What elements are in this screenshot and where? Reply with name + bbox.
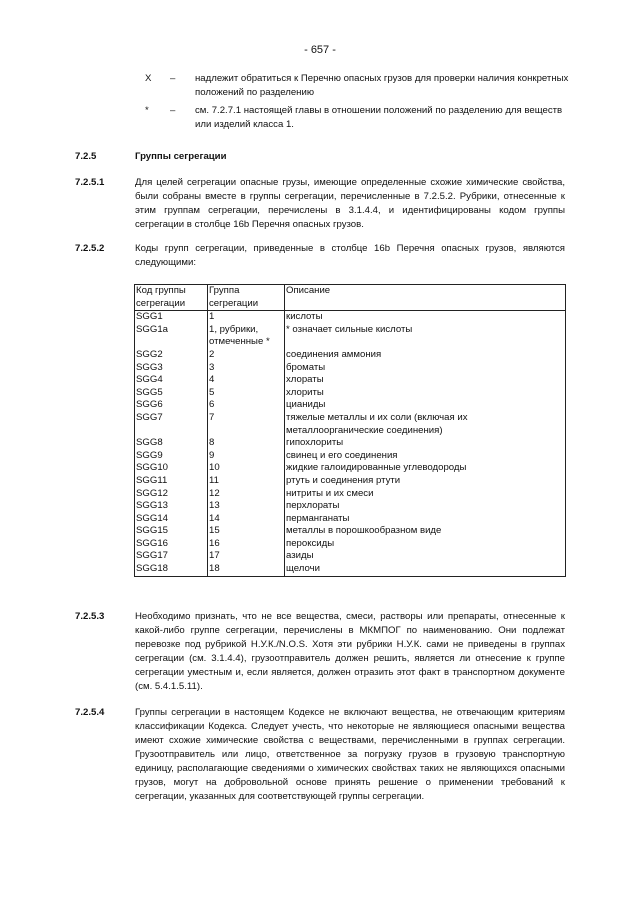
section-number: 7.2.5.3 (75, 611, 105, 622)
group-cell: 2 (208, 349, 285, 362)
page-number: - 657 - (304, 44, 336, 56)
table-row (135, 349, 566, 362)
description-cell: соединения аммония (285, 349, 566, 362)
table-row (135, 450, 566, 463)
header-group: Группа сегрегации (208, 285, 285, 311)
table-row (135, 324, 566, 349)
description-cell: жидкие галоидированные углеводороды (285, 462, 566, 475)
table-row (135, 437, 566, 450)
code-cell: SGG11 (135, 475, 208, 488)
table-row (135, 412, 566, 437)
table-row (135, 399, 566, 412)
code-cell: SGG15 (135, 525, 208, 538)
table-row (135, 488, 566, 501)
description-cell: металлы в порошкообразном виде (285, 525, 566, 538)
group-cell: 10 (208, 462, 285, 475)
description-cell: щелочи (285, 563, 566, 576)
description-cell: азиды (285, 550, 566, 563)
group-cell: 6 (208, 399, 285, 412)
code-cell: SGG14 (135, 513, 208, 526)
code-cell: SGG16 (135, 538, 208, 551)
group-cell: 15 (208, 525, 285, 538)
group-cell: 14 (208, 513, 285, 526)
table-row (135, 362, 566, 375)
group-cell: 11 (208, 475, 285, 488)
section-number: 7.2.5.2 (75, 243, 105, 254)
segregation-groups-table (134, 284, 566, 577)
code-cell: SGG8 (135, 437, 208, 450)
table-header-row (135, 285, 566, 311)
code-cell: SGG7 (135, 412, 208, 437)
group-cell: 9 (208, 450, 285, 463)
section-7-2-5-3 (75, 610, 565, 694)
description-cell: ртуть и соединения ртути (285, 475, 566, 488)
code-cell: SGG5 (135, 387, 208, 400)
description-cell: перхлораты (285, 500, 566, 513)
section-number: 7.2.5 (75, 151, 97, 162)
table-row (135, 550, 566, 563)
group-cell: 12 (208, 488, 285, 501)
header-description: Описание (285, 285, 566, 311)
section-body: Для целей сегрегации опасные грузы, имеющие определенные схожие химические свойства, были собраны вместе в группы сегрегации, перечисленные в 7.2.5.2. Рубрики, отнесенные к этим группам сегрегации, перечислены в 3.1.4.4, и идентифицированы кодом группы сегрегации в столбце 16b Перечня опасных грузов. (135, 177, 565, 230)
group-cell: 5 (208, 387, 285, 400)
description-cell: хлораты (285, 374, 566, 387)
group-cell: 1 (208, 311, 285, 324)
section-7-2-5-4 (75, 706, 565, 804)
description-cell: тяжелые металлы и их соли (включая их металлоорганические соединения) (285, 412, 566, 437)
table-row (135, 475, 566, 488)
code-cell: SGG10 (135, 462, 208, 475)
definition-symbol: X (145, 73, 152, 84)
definition-text: см. 7.2.7.1 настоящей главы в отношении положений по разделению для веществ или изделий класса 1. (195, 105, 563, 130)
table-row (135, 500, 566, 513)
group-cell: 8 (208, 437, 285, 450)
code-cell: SGG13 (135, 500, 208, 513)
section-body: Группы сегрегации в настоящем Кодексе не включают вещества, не отвечающим критериям классификации Кодекса. Следует учесть, что некоторые не являющиеся опасными вещества имеют схожие химические свойства с веществами, перечисленными в группах сегрегации. Грузоотправитель или лицо, ответственное за погрузку грузов в грузовую транспортную единицу, располагающие сведениями о химических свойствах таких не являющихся опасными грузов, могут на добровольной основе принять решение о применении требований к сегрегации, указанных для соответствующей группы сегрегации. (135, 707, 565, 802)
section-number: 7.2.5.1 (75, 177, 105, 188)
definitions-list (140, 72, 570, 132)
description-cell: нитриты и их смеси (285, 488, 566, 501)
description-cell: гипохлориты (285, 437, 566, 450)
definition-dash: – (170, 105, 176, 116)
table-row (135, 525, 566, 538)
description-cell: пероксиды (285, 538, 566, 551)
code-cell: SGG18 (135, 563, 208, 576)
table-row (135, 513, 566, 526)
group-cell: 7 (208, 412, 285, 437)
group-cell: 16 (208, 538, 285, 551)
description-cell: броматы (285, 362, 566, 375)
group-cell: 1, рубрики, отмеченные * (208, 324, 285, 349)
description-cell: хлориты (285, 387, 566, 400)
definition-symbol: * (145, 105, 149, 116)
description-cell: * означает сильные кислоты (285, 324, 566, 349)
definition-x (140, 72, 570, 100)
code-cell: SGG6 (135, 399, 208, 412)
section-body: Необходимо признать, что не все вещества, смеси, растворы или препараты, отнесенные к какой-либо группе сегрегации, перечислены в МКМПОГ по наименованию. Они подлежат перевозке под рубрикой Н.У.К./N.O.S. Хотя эти рубрики Н.У.К. сами не приведены в группах сегрегации (см. 3.1.4.4), грузоотправитель должен решить, является ли отнесение к группе сегрегации уместным и, если является, должен отразить этот факт в транспортном документе (см. 5.4.1.5.11). (135, 611, 565, 692)
header-code: Код группы сегрегации (135, 285, 208, 311)
code-cell: SGG17 (135, 550, 208, 563)
code-cell: SGG9 (135, 450, 208, 463)
code-cell: SGG1 (135, 311, 208, 324)
code-cell: SGG4 (135, 374, 208, 387)
table-row (135, 387, 566, 400)
description-cell: свинец и его соединения (285, 450, 566, 463)
group-cell: 4 (208, 374, 285, 387)
code-cell: SGG12 (135, 488, 208, 501)
table-row (135, 538, 566, 551)
section-body: Коды групп сегрегации, приведенные в столбце 16b Перечня опасных грузов, являются следующими: (135, 243, 565, 268)
description-cell: перманганаты (285, 513, 566, 526)
description-cell: цианиды (285, 399, 566, 412)
group-cell: 18 (208, 563, 285, 576)
section-7-2-5-2 (75, 242, 565, 270)
group-cell: 3 (208, 362, 285, 375)
code-cell: SGG1a (135, 324, 208, 349)
section-title: Группы сегрегации (135, 151, 227, 162)
table-row (135, 374, 566, 387)
section-number: 7.2.5.4 (75, 707, 105, 718)
description-cell: кислоты (285, 311, 566, 324)
code-cell: SGG2 (135, 349, 208, 362)
table-row (135, 563, 566, 576)
definition-asterisk (140, 104, 570, 132)
group-cell: 17 (208, 550, 285, 563)
table-row (135, 311, 566, 324)
code-cell: SGG3 (135, 362, 208, 375)
definition-dash: – (170, 73, 176, 84)
section-7-2-5-1 (75, 176, 565, 232)
group-cell: 13 (208, 500, 285, 513)
table-row (135, 462, 566, 475)
definition-text: надлежит обратиться к Перечню опасных грузов для проверки наличия конкретных положений по разделению (195, 73, 569, 98)
